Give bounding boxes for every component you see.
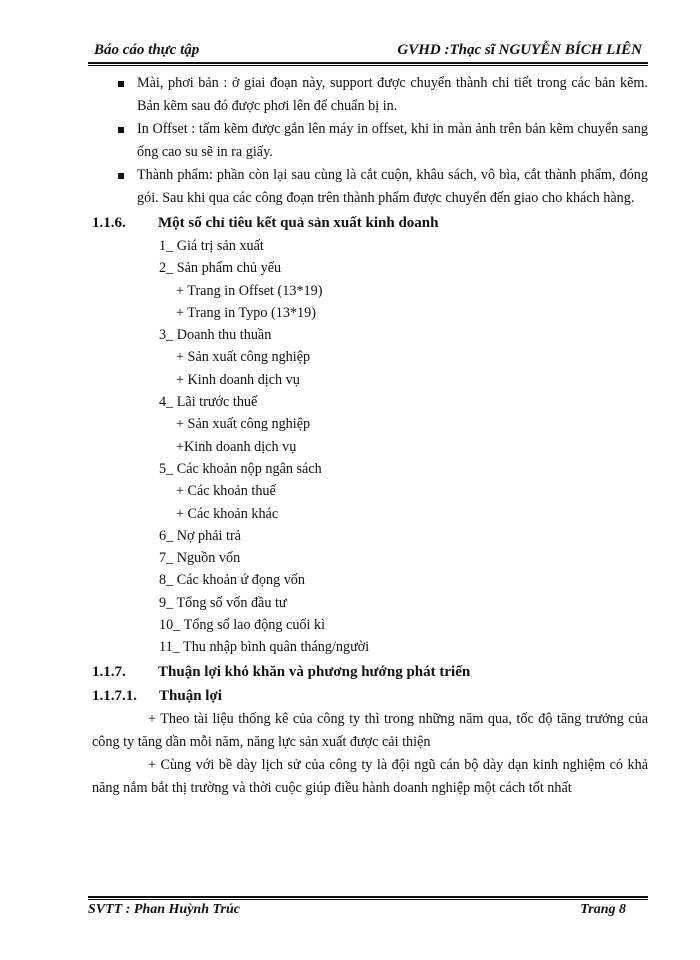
header-advisor: GVHD :Thạc sĩ NGUYỄN BÍCH LIÊN [397, 42, 642, 58]
footer-student: SVTT : Phan Huỳnh Trúc [88, 902, 240, 917]
list-item: 3_ Doanh thu thuần [159, 327, 272, 344]
list-item: 8_ Các khoản ứ đọng vốn [159, 572, 305, 589]
page-footer [88, 900, 648, 922]
bullet-item [92, 72, 648, 118]
square-bullet-icon [118, 173, 124, 179]
indicator-list [92, 235, 648, 659]
section-heading-1-1-6 [92, 211, 648, 235]
section-title: Thuận lợi khó khăn và phương hướng phát triển [158, 663, 471, 680]
bullet-text: Mài, phơi bản : ở giai đoạn này, support được chuyển thành chi tiết trong các bản kẽm. Bản kẽm sau đó được phơi lên để chuẩn bị in. [137, 75, 648, 114]
list-subitem: + Các khoản khác [176, 505, 279, 522]
list-item: 6_ Nợ phải trả [159, 527, 241, 544]
section-title: Thuận lợi [159, 687, 222, 704]
bullet-text: In Offset : tấm kẽm được gắn lên máy in offset, khi in màn ảnh trên bản kẽm chuyển sang ống cao su sẽ in ra giấy. [137, 121, 648, 160]
square-bullet-icon [118, 127, 124, 133]
page-number: Trang 8 [580, 902, 626, 917]
list-item: 5_ Các khoản nộp ngân sách [159, 460, 322, 477]
list-item: 1_ Giá trị sản xuất [159, 238, 264, 254]
square-bullet-icon [118, 81, 124, 87]
list-subitem: + Kinh doanh dịch vụ [176, 371, 300, 388]
header-rule [88, 62, 648, 66]
section-number: 1.1.6. [92, 215, 126, 231]
list-item: 2_ Sản phẩm chủ yếu [159, 260, 282, 277]
list-subitem: + Trang in Offset (13*19) [176, 282, 323, 299]
bullet-item [92, 164, 648, 210]
list-subitem: + Sản xuất công nghiệp [176, 416, 311, 433]
bullet-item [92, 118, 648, 164]
list-subitem: +Kinh doanh dịch vụ [176, 438, 297, 455]
paragraph: + Theo tài liệu thống kê của công ty thì trong những năm qua, tốc độ tăng trưởng của công ty tăng dần mỗi năm, năng lực sản xuất được cải thiện [92, 710, 648, 750]
paragraph: + Cùng với bề dày lịch sử của công ty là đội ngũ cán bộ dày dạn kinh nghiệm có khả năng nắm bắt thị trường và thời cuộc giúp điều hành doanh nghiệp một cách tốt nhất [92, 756, 648, 796]
section-heading-1-1-7 [92, 660, 648, 684]
list-item: 10_ Tổng số lao động cuối kì [159, 617, 326, 634]
section-heading-1-1-7-1 [92, 684, 648, 708]
list-item: 9_ Tổng số vốn đầu tư [159, 594, 287, 611]
section-number: 1.1.7. [92, 663, 126, 680]
section-title: Một số chỉ tiêu kết quả sản xuất kinh doanh [158, 215, 439, 231]
list-subitem: + Các khoản thuế [176, 483, 276, 500]
page-header [88, 40, 648, 64]
list-subitem: + Sản xuất công nghiệp [176, 349, 311, 366]
page-body [92, 72, 648, 800]
bullet-text: Thành phẩm: phần còn lại sau cùng là cắt cuộn, khâu sách, vô bìa, cắt thành phẩm, đóng gói. Sau khi qua các công đoạn trên thành phẩm được chuyển đến giao cho khách hàng. [137, 167, 648, 206]
section-number: 1.1.7.1. [92, 687, 137, 704]
header-report-title: Báo cáo thực tập [94, 42, 200, 58]
list-subitem: + Trang in Typo (13*19) [176, 304, 316, 321]
process-bullet-list [92, 72, 648, 210]
list-item: 11_ Thu nhập bình quân tháng/người [159, 639, 370, 656]
list-item: 7_ Nguồn vốn [159, 550, 241, 567]
list-item: 4_ Lãi trước thuế [159, 394, 258, 411]
